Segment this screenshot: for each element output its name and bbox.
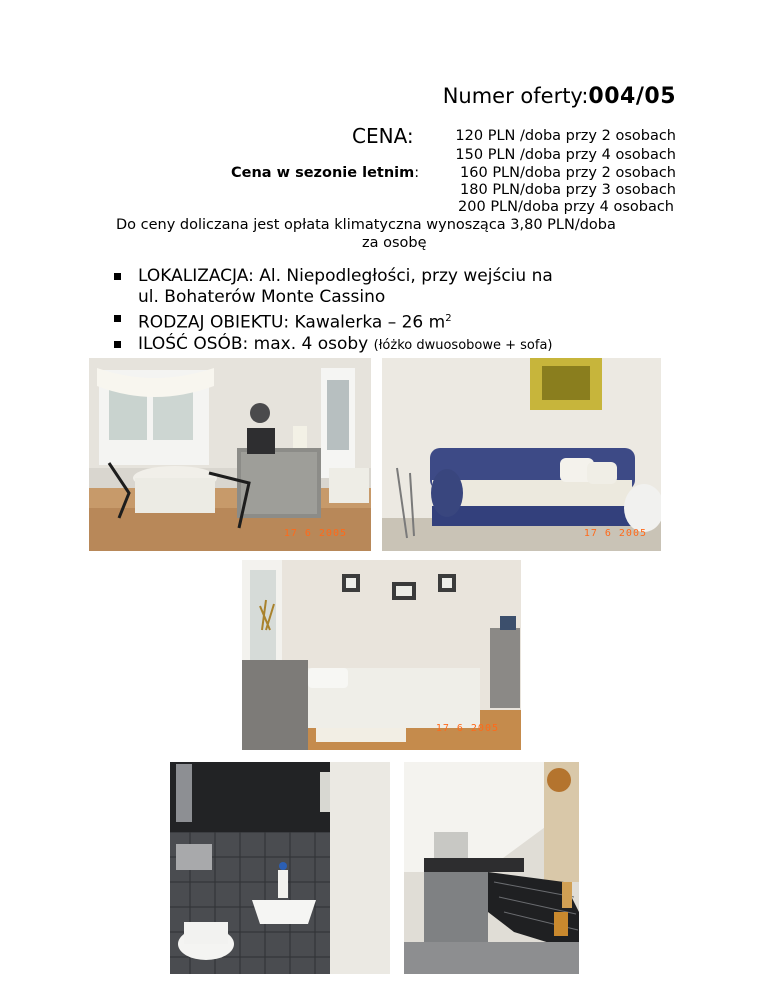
summer-season-label: Cena w sezonie letnim: [231,165,420,181]
price-label: CENA: [352,124,414,148]
price-line-5: 200 PLN/doba przy 4 osobach [458,199,674,215]
bullet-icon [114,341,121,348]
price-line-3: 160 PLN/doba przy 2 osobach [460,165,676,181]
photo-bedroom [242,560,521,750]
details-list [114,266,553,356]
offer-label: Numer oferty: [442,84,589,108]
price-line-1: 120 PLN /doba przy 2 osobach [455,128,676,144]
bullet-icon [114,315,121,322]
photo-sofa [382,358,661,551]
offer-number [443,84,676,109]
price-line-4: 180 PLN/doba przy 3 osobach [460,182,676,198]
photo-date-stamp: 17 6 2005 [583,528,647,539]
bullet-icon [114,273,121,280]
price-line-2: 150 PLN /doba przy 4 osobach [455,147,676,163]
list-item-cont: ul. Bohaterów Monte Cassino [138,287,386,307]
climate-fee-note: Do ceny doliczana jest opłata klimatyczna wynosząca 3,80 PLN/doba [116,217,616,233]
list-item: ILOŚĆ OSÓB: max. 4 osoby (łóżko dwuosobowe + sofa) [114,334,553,356]
photo-kitchen [404,762,579,974]
photo-bathroom [170,762,390,974]
photo-date-stamp: 17 6 2005 [435,723,499,734]
list-item: LOKALIZACJA: Al. Niepodległości, przy wejściu na [114,266,553,287]
offer-value: 004/05 [588,84,676,109]
climate-fee-note-cont: za osobę [362,235,427,251]
photo-living-room [89,358,371,551]
photo-date-stamp: 17 6 2005 [283,528,347,539]
list-item: RODZAJ OBIEKTU: Kawalerka – 26 $m^2$ [114,308,553,334]
